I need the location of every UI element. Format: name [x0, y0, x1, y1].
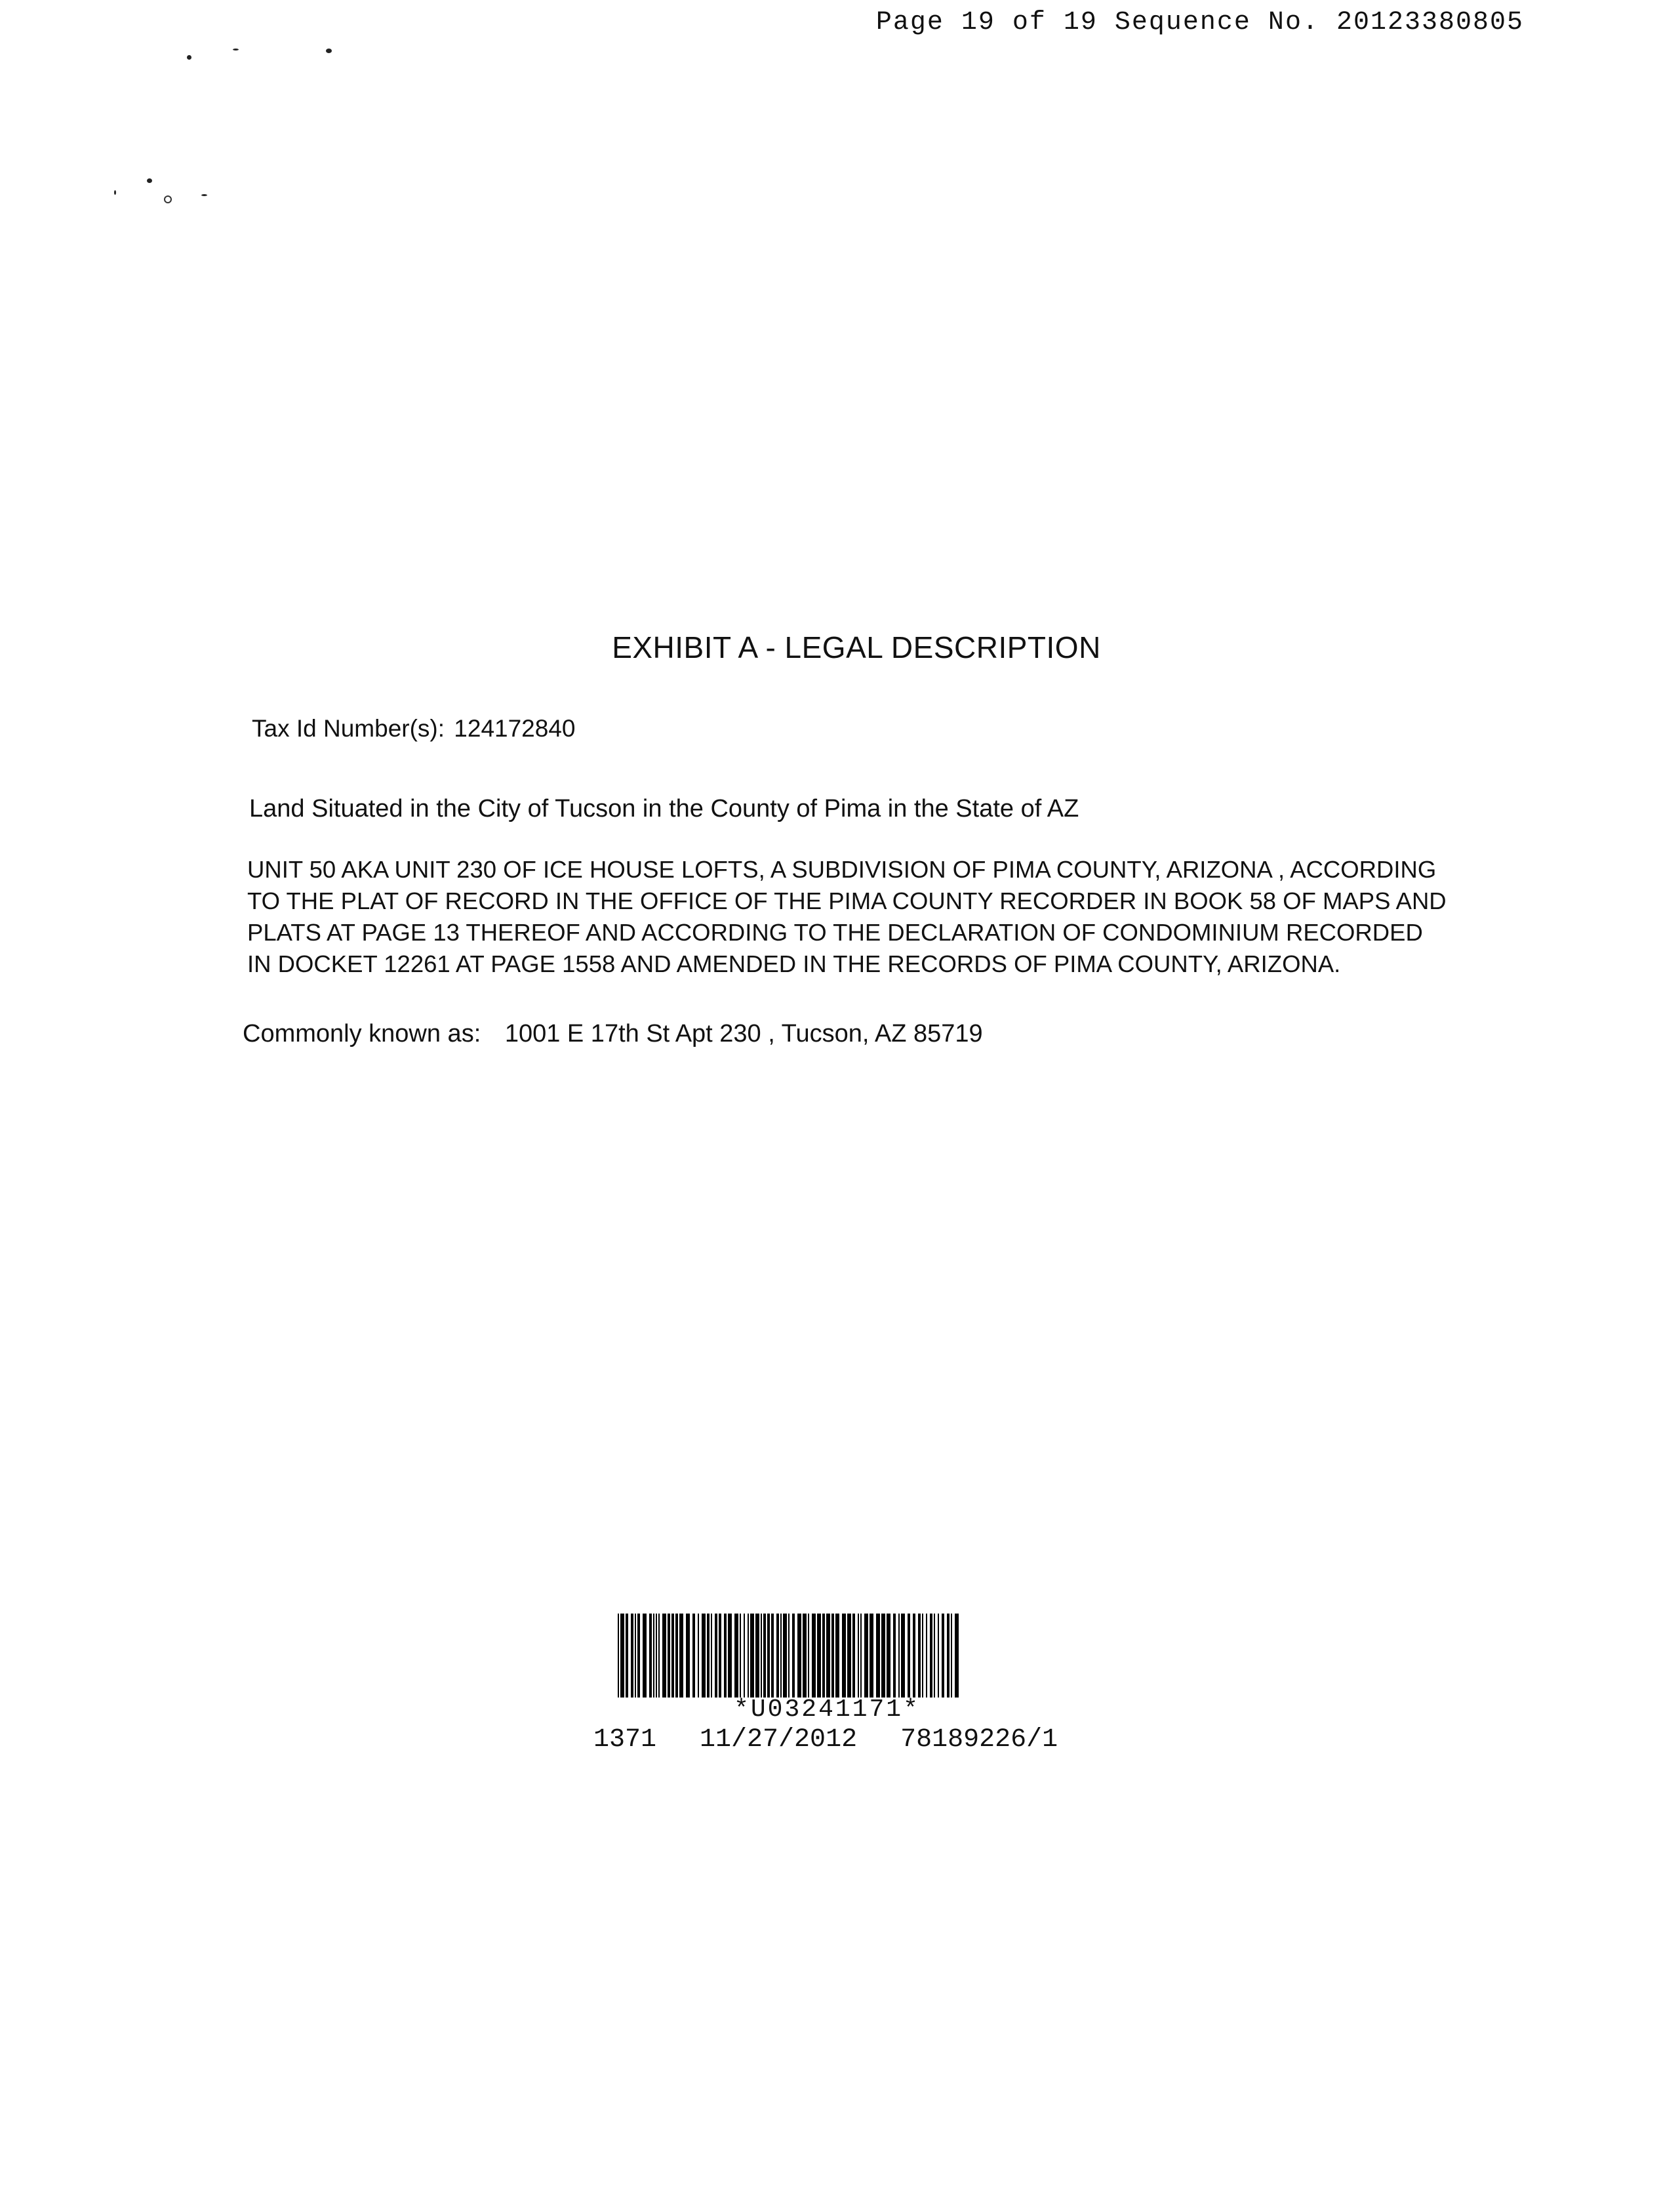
barcode-bar: [635, 1614, 636, 1698]
tax-id-value: 124172840: [454, 715, 576, 742]
recording-stamp: [593, 1725, 1058, 1755]
barcode-bar: [734, 1614, 738, 1698]
barcode-bar: [618, 1614, 619, 1698]
barcode-bar: [881, 1614, 885, 1698]
stamp-number: 1371: [593, 1725, 657, 1755]
barcode-bar: [822, 1614, 825, 1698]
barcode-bar: [728, 1614, 732, 1698]
common-address: 1001 E 17th St Apt 230 , Tucson, AZ 85719: [504, 1020, 983, 1047]
barcode-bar: [858, 1614, 859, 1698]
barcode-bar: [698, 1614, 699, 1698]
legal-line: IN DOCKET 12261 AT PAGE 1558 AND AMENDED IN THE RECORDS OF PIMA COUNTY, ARIZONA.: [247, 950, 1341, 977]
barcode-bar: [711, 1614, 712, 1698]
barcode-bar: [860, 1614, 862, 1698]
barcode-image: [616, 1614, 961, 1698]
barcode-bar: [852, 1614, 855, 1698]
barcode-bar: [893, 1614, 896, 1698]
barcode-bar: [626, 1614, 628, 1698]
barcode-bar: [898, 1614, 900, 1698]
barcode-bar: [637, 1614, 640, 1698]
barcode-bar: [803, 1614, 807, 1698]
barcode-bar: [947, 1614, 950, 1698]
barcode-bar: [831, 1614, 834, 1698]
barcode-bar: [771, 1614, 774, 1698]
barcode-bar: [842, 1614, 846, 1698]
barcode-bar: [926, 1614, 927, 1698]
tax-id-label: Tax Id Number(s):: [252, 715, 445, 742]
barcode-bar: [808, 1614, 809, 1698]
barcode-bar: [913, 1614, 915, 1698]
scan-speck: [114, 190, 116, 195]
commonly-known-as: [243, 1020, 983, 1048]
barcode-bar: [631, 1614, 633, 1698]
barcode-bar: [870, 1614, 873, 1698]
barcode-bar: [755, 1614, 759, 1698]
scan-speck: [326, 49, 332, 53]
barcode-bar: [653, 1614, 654, 1698]
page-sequence-header: Page 19 of 19 Sequence No. 20123380805: [875, 8, 1524, 37]
barcode-bar: [658, 1614, 660, 1698]
barcode-bar: [668, 1614, 670, 1698]
barcode-bar: [671, 1614, 674, 1698]
stamp-ref: 78189226/1: [900, 1725, 1058, 1755]
barcode-bar: [942, 1614, 944, 1698]
legal-line: TO THE PLAT OF RECORD IN THE OFFICE OF THE PIMA COUNTY RECORDER IN BOOK 58 OF MAPS AND: [247, 887, 1447, 914]
barcode-bar: [767, 1614, 770, 1698]
barcode-bar: [887, 1614, 890, 1698]
barcode-bar: [748, 1614, 749, 1698]
scan-speck: [187, 55, 191, 60]
barcode-bar: [675, 1614, 678, 1698]
barcode-bar: [826, 1614, 830, 1698]
barcode-bar: [797, 1614, 801, 1698]
barcode-bar: [656, 1614, 657, 1698]
barcode-bar: [649, 1614, 652, 1698]
stamp-date: 11/27/2012: [700, 1725, 858, 1755]
barcode-bar: [620, 1614, 624, 1698]
barcode-bar: [938, 1614, 939, 1698]
barcode-bar: [776, 1614, 779, 1698]
barcode-bar: [922, 1614, 923, 1698]
barcode-bar: [876, 1614, 880, 1698]
legal-line: UNIT 50 AKA UNIT 230 OF ICE HOUSE LOFTS, A SUBDIVISION OF PIMA COUNTY, ARIZONA , ACCORDING: [247, 856, 1437, 883]
barcode-bar: [679, 1614, 683, 1698]
barcode-bar: [662, 1614, 666, 1698]
barcode-bar: [715, 1614, 717, 1698]
barcode-bar: [918, 1614, 921, 1698]
barcode-bar: [702, 1614, 706, 1698]
barcode-bar: [817, 1614, 821, 1698]
barcode-bar: [763, 1614, 766, 1698]
barcode-bar: [783, 1614, 787, 1698]
barcode-bar: [707, 1614, 710, 1698]
barcode-bar: [792, 1614, 795, 1698]
barcode-bar: [719, 1614, 721, 1698]
barcode-bar: [780, 1614, 782, 1698]
scan-speck: [147, 178, 152, 183]
barcode-bar: [761, 1614, 762, 1698]
barcode-bar: [788, 1614, 790, 1698]
barcode-bar: [847, 1614, 851, 1698]
barcode-bar: [930, 1614, 932, 1698]
barcode-bar: [951, 1614, 952, 1698]
exhibit-title: EXHIBIT A - LEGAL DESCRIPTION: [612, 630, 1101, 664]
legal-line: PLATS AT PAGE 13 THEREOF AND ACCORDING TO THE DECLARATION OF CONDOMINIUM RECORDED: [247, 919, 1423, 946]
land-situated-text: Land Situated in the City of Tucson in the County of Pima in the State of AZ: [249, 795, 1079, 823]
tax-id-line: [252, 715, 576, 742]
barcode-text: *U03241171*: [734, 1696, 920, 1724]
common-label: Commonly known as:: [243, 1020, 481, 1047]
barcode-bar: [724, 1614, 727, 1698]
barcode-bar: [740, 1614, 741, 1698]
barcode-bar: [934, 1614, 935, 1698]
barcode-bar: [692, 1614, 695, 1698]
barcode-bar: [686, 1614, 690, 1698]
barcode-bar: [835, 1614, 839, 1698]
barcode-bar: [812, 1614, 816, 1698]
scan-speck: [164, 195, 172, 203]
barcode-bar: [901, 1614, 905, 1698]
barcode-bar: [750, 1614, 754, 1698]
legal-description: [247, 854, 1447, 980]
scan-speck: [201, 194, 207, 196]
barcode-bar: [908, 1614, 910, 1698]
barcode-bar: [744, 1614, 745, 1698]
scan-speck: [233, 49, 239, 51]
barcode-bar: [955, 1614, 959, 1698]
barcode-bar: [643, 1614, 647, 1698]
barcode-bar: [864, 1614, 868, 1698]
